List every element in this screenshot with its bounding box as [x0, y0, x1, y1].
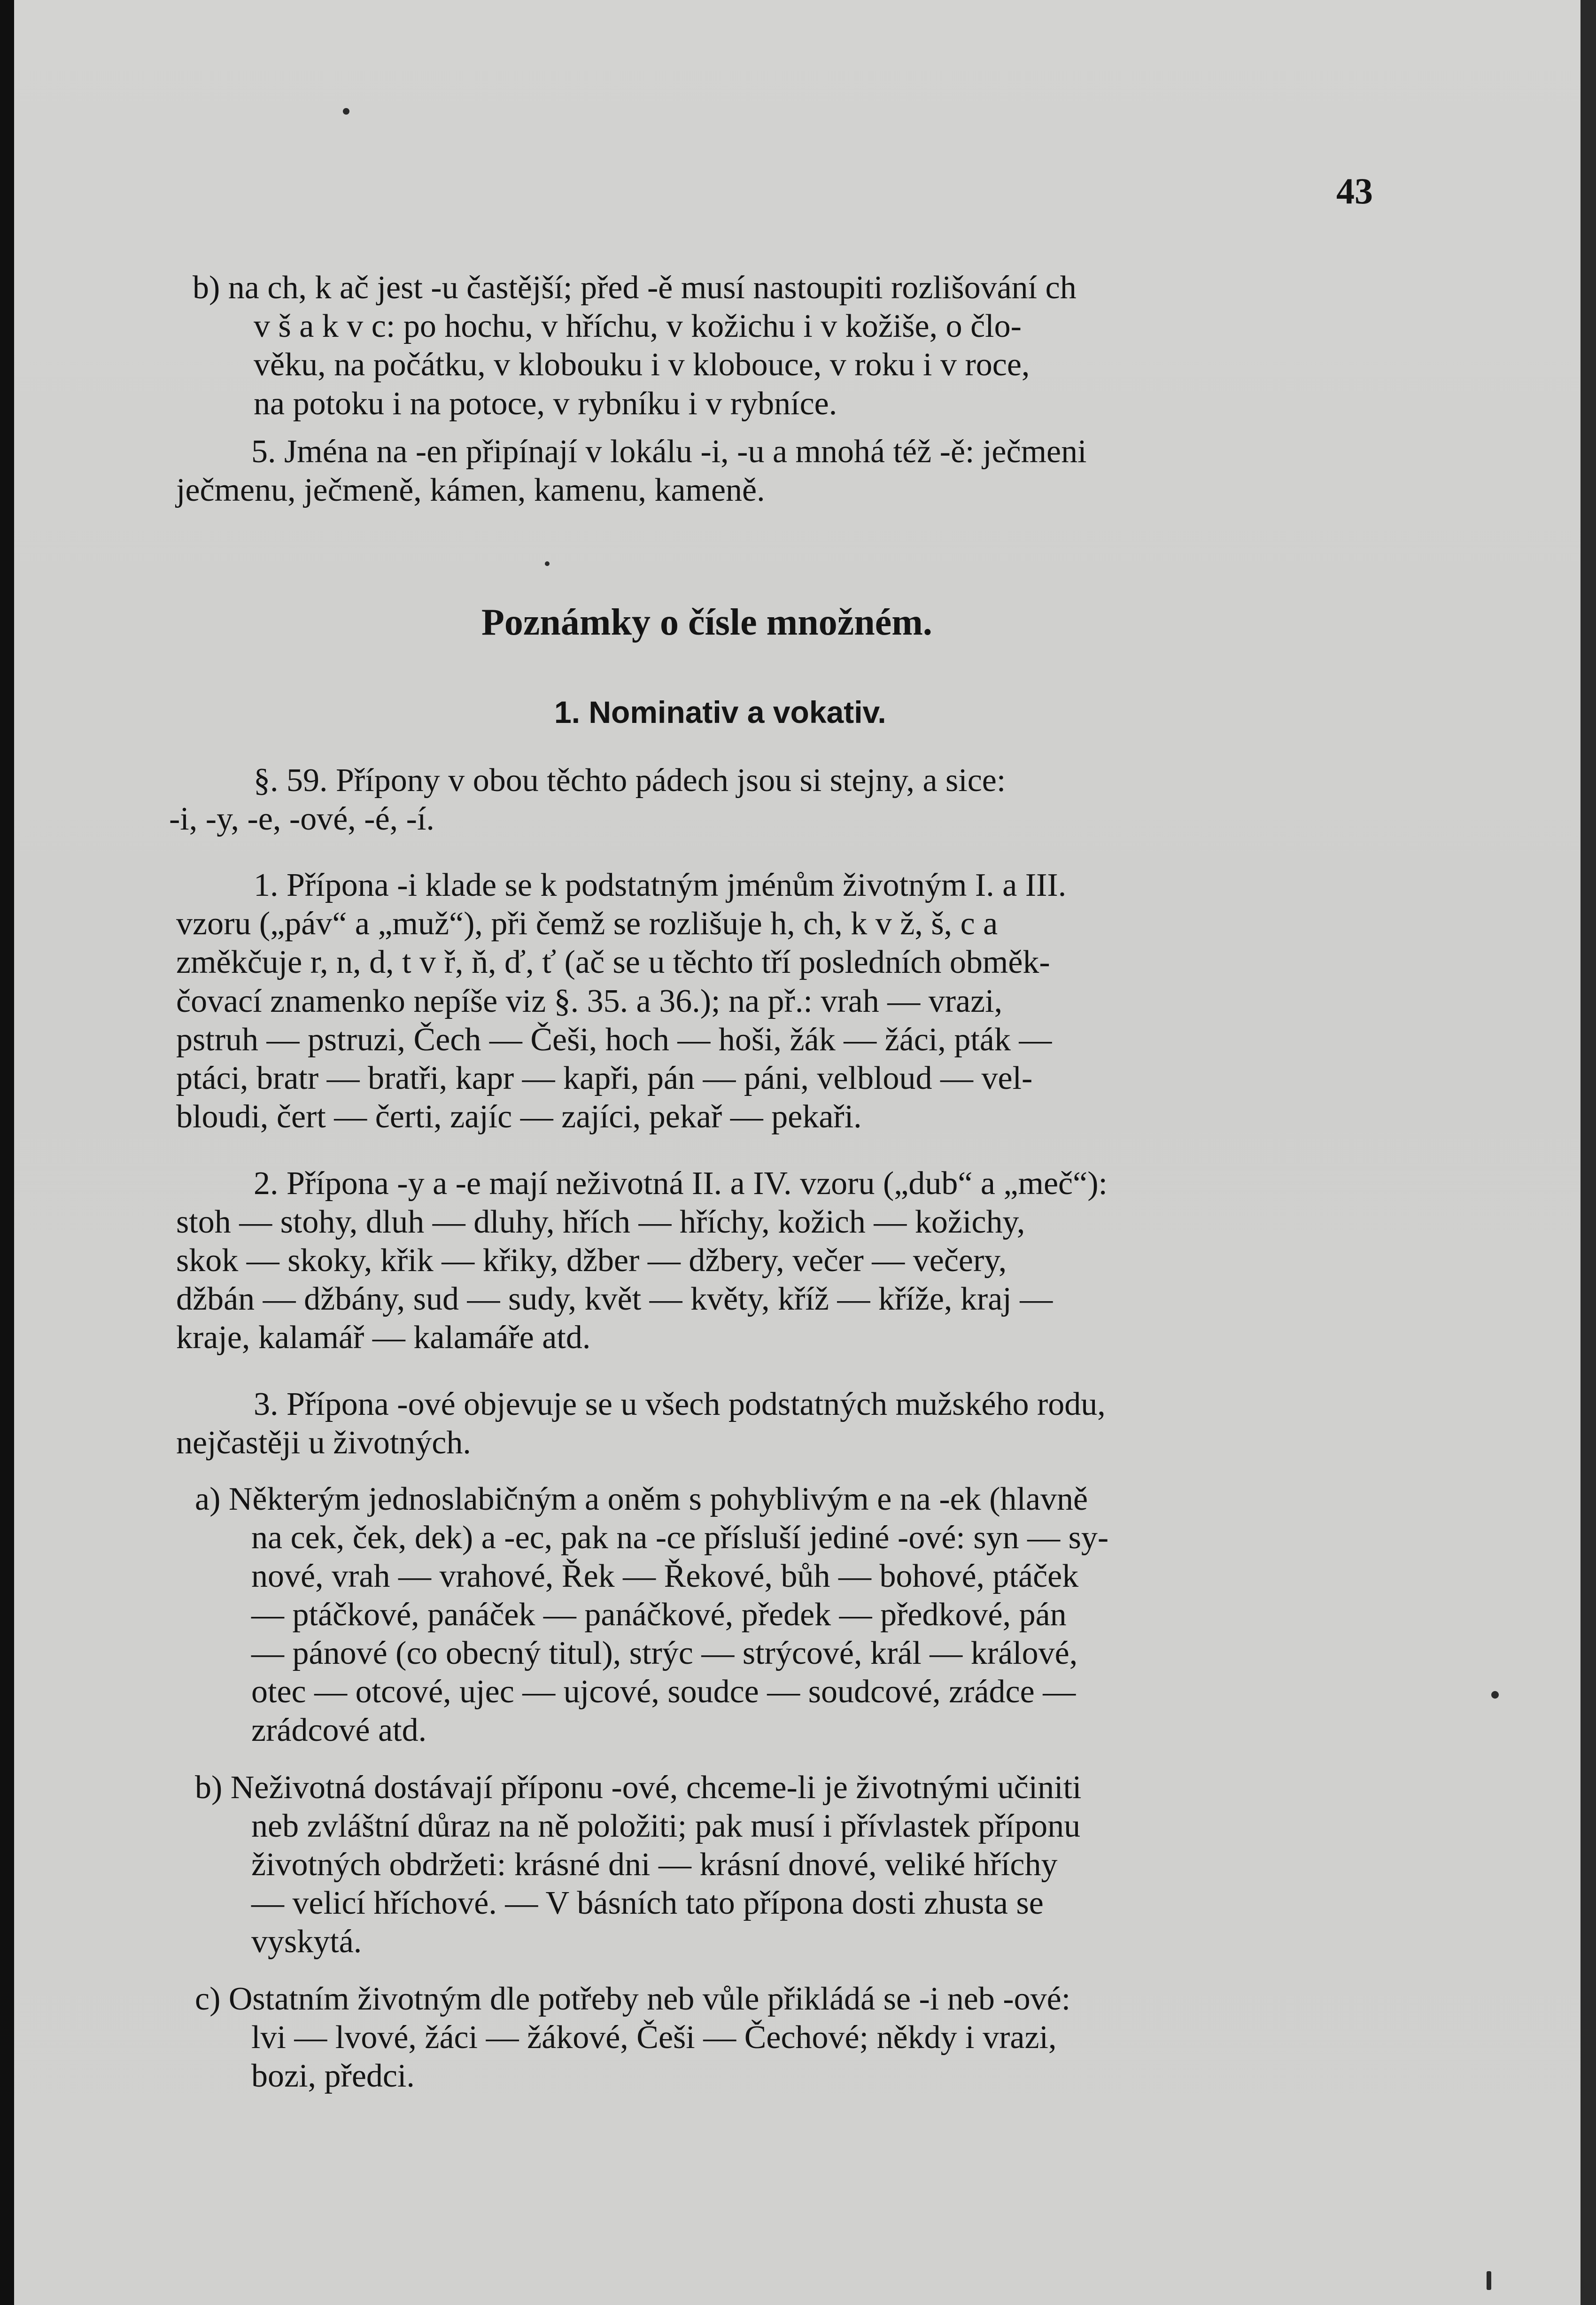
scan-right-edge: [1581, 0, 1596, 2305]
text-line: b) Neživotná dostávají příponu -ové, chceme-li je životnými učiniti: [195, 1769, 1082, 1806]
text-line: 5. Jména na -en připínají v lokálu -i, -u a mnohá též -ě: ječmeni: [251, 434, 1087, 470]
text-line: bloudi, čert — čerti, zajíc — zajíci, pekař — pekaři.: [176, 1099, 862, 1135]
text-line: na cek, ček, dek) a -ec, pak na -ce přísluší jediné -ové: syn — sy-: [251, 1520, 1109, 1556]
text-line: neb zvláštní důraz na ně položiti; pak musí i přívlastek příponu: [251, 1808, 1081, 1844]
text-line: 1. Přípona -i klade se k podstatným jménům životným I. a III.: [254, 867, 1067, 903]
text-line: §. 59. Přípony v obou těchto pádech jsou si stejny, a sice:: [254, 762, 1006, 799]
text-line: zrádcové atd.: [251, 1712, 427, 1748]
text-line: čovací znamenko nepíše viz §. 35. a 36.); na př.: vrah — vrazi,: [176, 983, 1003, 1019]
text-line: 3. Přípona -ové objevuje se u všech podstatných mužského rodu,: [254, 1386, 1106, 1422]
text-line: skok — skoky, křik — křiky, džber — džbery, večer — večery,: [176, 1242, 1007, 1279]
text-line: bozi, předci.: [251, 2058, 415, 2094]
scan-left-edge: [0, 0, 14, 2305]
text-line: ječmenu, ječmeně, kámen, kamenu, kameně.: [176, 472, 765, 508]
scan-speck: [1487, 2271, 1491, 2290]
text-line: životných obdržeti: krásné dni — krásní dnové, veliké hříchy: [251, 1847, 1058, 1883]
text-line: džbán — džbány, sud — sudy, květ — květy, kříž — kříže, kraj —: [176, 1281, 1053, 1317]
text-line: změkčuje r, n, d, t v ř, ň, ď, ť (ač se u těchto tří posledních obměk-: [176, 944, 1050, 980]
text-line: v š a k v c: po hochu, v hříchu, v kožichu i v kožiše, o člo-: [254, 308, 1022, 344]
text-line: nové, vrah — vrahové, Řek — Řekové, bůh — bohové, ptáček: [251, 1558, 1079, 1594]
scan-speck: [1491, 1691, 1499, 1699]
scan-speck: [343, 108, 349, 115]
scan-speck: [545, 561, 550, 566]
text-line: -i, -y, -e, -ové, -é, -í.: [169, 801, 434, 837]
text-line: b) na ch, k ač jest -u častější; před -ě musí nastoupiti rozlišování ch: [193, 270, 1077, 306]
text-line: na potoku i na potoce, v rybníku i v rybníce.: [254, 386, 837, 422]
text-line: c) Ostatním životným dle potřeby neb vůle přikládá se -i neb -ové:: [195, 1981, 1071, 2017]
text-line: a) Některým jednoslabičným a oněm s pohyblivým e na -ek (hlavně: [195, 1481, 1088, 1517]
text-line: — ptáčkové, panáček — panáčkové, předek — předkové, pán: [251, 1597, 1067, 1633]
text-line: nejčastěji u životných.: [176, 1425, 471, 1461]
book-page: [14, 0, 1581, 2305]
text-line: vyskytá.: [251, 1924, 362, 1960]
text-line: kraje, kalamář — kalamáře atd.: [176, 1319, 591, 1356]
text-line: ptáci, bratr — bratři, kapr — kapři, pán — páni, velbloud — vel-: [176, 1060, 1033, 1096]
text-line: stoh — stohy, dluh — dluhy, hřích — hříchy, kožich — kožichy,: [176, 1204, 1025, 1240]
text-line: lvi — lvové, žáci — žákové, Češi — Čechové; někdy i vrazi,: [251, 2019, 1057, 2056]
text-line: otec — otcové, ujec — ujcové, soudce — soudcové, zrádce —: [251, 1674, 1076, 1710]
text-line: věku, na počátku, v klobouku i v klobouce, v roku i v roce,: [254, 347, 1030, 383]
text-line: — velicí hříchové. — V básních tato přípona dosti zhusta se: [251, 1885, 1044, 1921]
text-line: pstruh — pstruzi, Čech — Češi, hoch — hoši, žák — žáci, pták —: [176, 1022, 1052, 1058]
text-line: vzoru („páv“ a „muž“), při čemž se rozlišuje h, ch, k v ž, š, c a: [176, 906, 998, 942]
text-line: — pánové (co obecný titul), strýc — strýcové, král — králové,: [251, 1635, 1078, 1671]
section-subheading: 1. Nominativ a vokativ.: [554, 695, 886, 730]
page-number: 43: [1336, 171, 1373, 211]
text-line: 2. Přípona -y a -e mají neživotná II. a IV. vzoru („dub“ a „meč“):: [254, 1165, 1108, 1202]
section-heading: Poznámky o čísle množném.: [481, 602, 932, 643]
